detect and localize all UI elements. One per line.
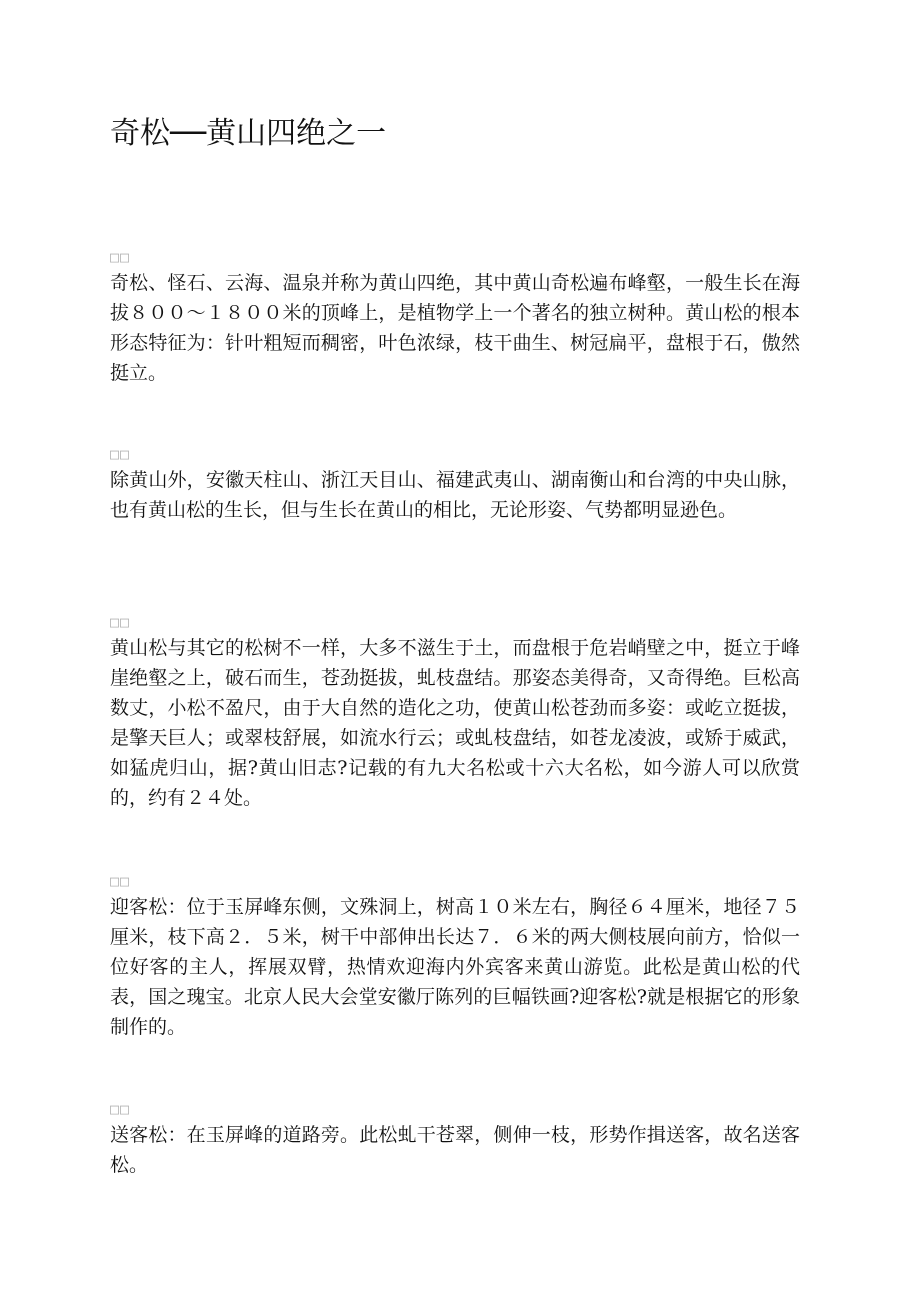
paragraph-text: 除黄山外，安徽天柱山、浙江天目山、福建武夷山、湖南衡山和台湾的中央山脉，也有黄山松的生长，但与生长在黄山的相比，无论形姿、气势都明显逊色。 — [110, 469, 800, 521]
paragraph-text: 迎客松：位于玉屏峰东侧，文殊洞上，树高１０米左右，胸径６４厘米，地径７５厘米，枝下高２．５米，树干中部伸出长达７．６米的两大侧枝展向前方，恰似一位好客的主人，挥展双臂，热情欢迎海内外宾客来黄山游览。此松是黄山松的代表，国之瑰宝。北京人民大会堂安徽厅陈列的巨幅铁画?迎客松?就是根据它的形象制作的。 — [110, 896, 800, 1038]
paragraph-block — [110, 246, 800, 388]
document-title: 奇松──黄山四绝之一 — [110, 116, 387, 151]
paragraph-block — [110, 870, 800, 1042]
paragraph-marker: □□ — [110, 445, 131, 463]
paragraph-marker: □□ — [110, 248, 131, 266]
paragraph-text: 送客松：在玉屏峰的道路旁。此松虬干苍翠，侧伸一枝，形势作揖送客，故名送客松。 — [110, 1124, 800, 1176]
paragraph-marker: □□ — [110, 1100, 131, 1118]
paragraph-block — [110, 443, 800, 525]
paragraph-text: 奇松、怪石、云海、温泉并称为黄山四绝，其中黄山奇松遍布峰壑，一般生长在海拔８００～１８００米的顶峰上，是植物学上一个著名的独立树种。黄山松的根本形态特征为：针叶粗短而稠密，叶色浓绿，枝干曲生、树冠扁平，盘根于石，傲然挺立。 — [110, 272, 800, 384]
paragraph-block — [110, 1098, 800, 1180]
paragraph-text: 黄山松与其它的松树不一样，大多不滋生于土，而盘根于危岩峭壁之中，挺立于峰崖绝壑之上，破石而生，苍劲挺拔，虬枝盘结。那姿态美得奇，又奇得绝。巨松高数丈，小松不盈尺，由于大自然的造化之功，使黄山松苍劲而多姿：或屹立挺拔，是擎天巨人；或翠枝舒展，如流水行云；或虬枝盘结，如苍龙凌波，或矫于威武，如猛虎归山，据?黄山旧志?记载的有九大名松或十六大名松，如今游人可以欣赏的，约有２４处。 — [110, 637, 800, 809]
paragraph-block — [110, 611, 800, 813]
paragraph-marker: □□ — [110, 872, 131, 890]
paragraph-marker: □□ — [110, 613, 131, 631]
